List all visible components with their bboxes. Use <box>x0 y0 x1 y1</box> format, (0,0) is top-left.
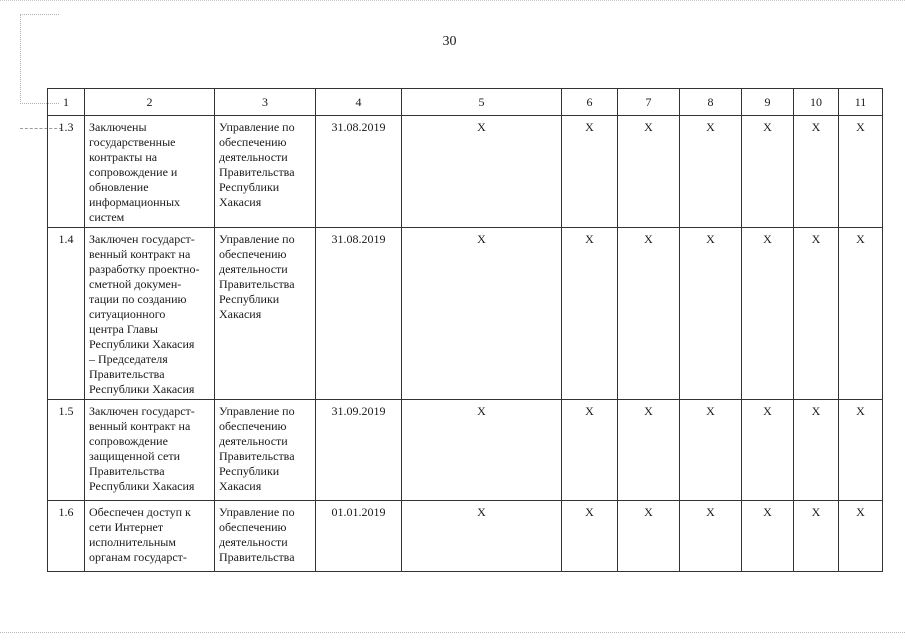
executor-line: деятельности <box>219 434 288 448</box>
executor-line: Правительства <box>219 165 295 179</box>
mark-cell: X <box>562 228 618 400</box>
event-cell <box>85 400 215 501</box>
event-line: государственные <box>89 135 176 149</box>
mark-cell: X <box>794 501 839 572</box>
header-cell: 10 <box>794 89 839 116</box>
mark-cell: X <box>402 228 562 400</box>
event-line: контракты на <box>89 150 158 164</box>
header-cell: 7 <box>618 89 680 116</box>
row-number: 1.4 <box>48 228 85 400</box>
deadline-date: 31.09.2019 <box>316 400 402 501</box>
mark-cell: X <box>680 501 742 572</box>
mark-cell: X <box>402 400 562 501</box>
executor-line: Республики <box>219 180 280 194</box>
mark-cell: X <box>618 501 680 572</box>
event-line: Республики Хакасия <box>89 479 195 493</box>
event-line: Заключен государст- <box>89 404 195 418</box>
mark-cell: X <box>794 116 839 228</box>
executor-line: Правительства <box>219 550 295 564</box>
event-cell <box>85 228 215 400</box>
mark-cell: X <box>839 116 883 228</box>
table-header-row <box>48 89 883 116</box>
header-cell: 2 <box>85 89 215 116</box>
event-line: Республики Хакасия <box>89 382 195 396</box>
header-cell: 8 <box>680 89 742 116</box>
mark-cell: X <box>742 116 794 228</box>
mark-cell: X <box>742 501 794 572</box>
event-line: органам государст- <box>89 550 187 564</box>
mark-cell: X <box>742 228 794 400</box>
table-row <box>48 228 883 400</box>
executor-cell <box>215 400 316 501</box>
event-line: – Председателя <box>89 352 168 366</box>
event-line: венный контракт на <box>89 419 191 433</box>
event-line: Правительства <box>89 367 165 381</box>
header-cell: 1 <box>48 89 85 116</box>
event-line: сопровождение и <box>89 165 178 179</box>
header-cell: 9 <box>742 89 794 116</box>
event-line: центра Главы <box>89 322 158 336</box>
page-number: 30 <box>442 34 457 49</box>
mark-cell: X <box>562 501 618 572</box>
executor-line: Республики <box>219 464 280 478</box>
executor-line: Хакасия <box>219 479 262 493</box>
executor-line: Республики <box>219 292 280 306</box>
mark-cell: X <box>839 400 883 501</box>
mark-cell: X <box>402 116 562 228</box>
mark-cell: X <box>680 116 742 228</box>
mark-cell: X <box>680 400 742 501</box>
mark-cell: X <box>562 400 618 501</box>
mark-cell: X <box>839 501 883 572</box>
executor-line: Управление по <box>219 404 295 418</box>
executor-line: обеспечению <box>219 520 287 534</box>
event-line: сметной докумен- <box>89 277 182 291</box>
executor-cell <box>215 501 316 572</box>
executor-line: обеспечению <box>219 135 287 149</box>
executor-line: Правительства <box>219 277 295 291</box>
executor-cell <box>215 228 316 400</box>
deadline-date: 01.01.2019 <box>316 501 402 572</box>
event-cell <box>85 501 215 572</box>
mark-cell: X <box>680 228 742 400</box>
mark-cell: X <box>794 400 839 501</box>
mark-cell: X <box>402 501 562 572</box>
mark-cell: X <box>618 400 680 501</box>
mark-cell: X <box>839 228 883 400</box>
executor-line: деятельности <box>219 150 288 164</box>
event-line: сопровождение <box>89 434 168 448</box>
event-line: разработку проектно- <box>89 262 200 276</box>
event-line: тации по созданию <box>89 292 187 306</box>
executor-line: Управление по <box>219 120 295 134</box>
header-cell: 3 <box>215 89 316 116</box>
event-line: систем <box>89 210 125 224</box>
executor-line: Хакасия <box>219 307 262 321</box>
event-line: Обеспечен доступ к <box>89 505 191 519</box>
row-number: 1.6 <box>48 501 85 572</box>
executor-line: Правительства <box>219 449 295 463</box>
row-number: 1.5 <box>48 400 85 501</box>
executor-line: обеспечению <box>219 247 287 261</box>
header-cell: 4 <box>316 89 402 116</box>
executor-line: деятельности <box>219 535 288 549</box>
header-cell: 5 <box>402 89 562 116</box>
table-row <box>48 116 883 228</box>
executor-cell <box>215 116 316 228</box>
header-cell: 11 <box>839 89 883 116</box>
executor-line: деятельности <box>219 262 288 276</box>
table-row <box>48 501 883 572</box>
mark-cell: X <box>618 116 680 228</box>
scan-edge-bottom <box>0 632 905 637</box>
scan-edge-top <box>0 0 905 4</box>
executor-line: обеспечению <box>219 419 287 433</box>
plan-table <box>47 88 883 572</box>
event-line: сети Интернет <box>89 520 164 534</box>
deadline-date: 31.08.2019 <box>316 116 402 228</box>
header-cell: 6 <box>562 89 618 116</box>
event-line: венный контракт на <box>89 247 191 261</box>
event-line: Республики Хакасия <box>89 337 195 351</box>
event-line: защищенной сети <box>89 449 181 463</box>
event-line: исполнительным <box>89 535 176 549</box>
deadline-date: 31.08.2019 <box>316 228 402 400</box>
event-line: Заключен государст- <box>89 232 195 246</box>
mark-cell: X <box>562 116 618 228</box>
executor-line: Управление по <box>219 505 295 519</box>
mark-cell: X <box>742 400 794 501</box>
event-line: Заключены <box>89 120 147 134</box>
mark-cell: X <box>794 228 839 400</box>
event-line: Правительства <box>89 464 165 478</box>
event-line: информационных <box>89 195 181 209</box>
event-line: ситуационного <box>89 307 166 321</box>
mark-cell: X <box>618 228 680 400</box>
row-number: 1.3 <box>48 116 85 228</box>
executor-line: Управление по <box>219 232 295 246</box>
executor-line: Хакасия <box>219 195 262 209</box>
table-row <box>48 400 883 501</box>
event-line: обновление <box>89 180 149 194</box>
event-cell <box>85 116 215 228</box>
